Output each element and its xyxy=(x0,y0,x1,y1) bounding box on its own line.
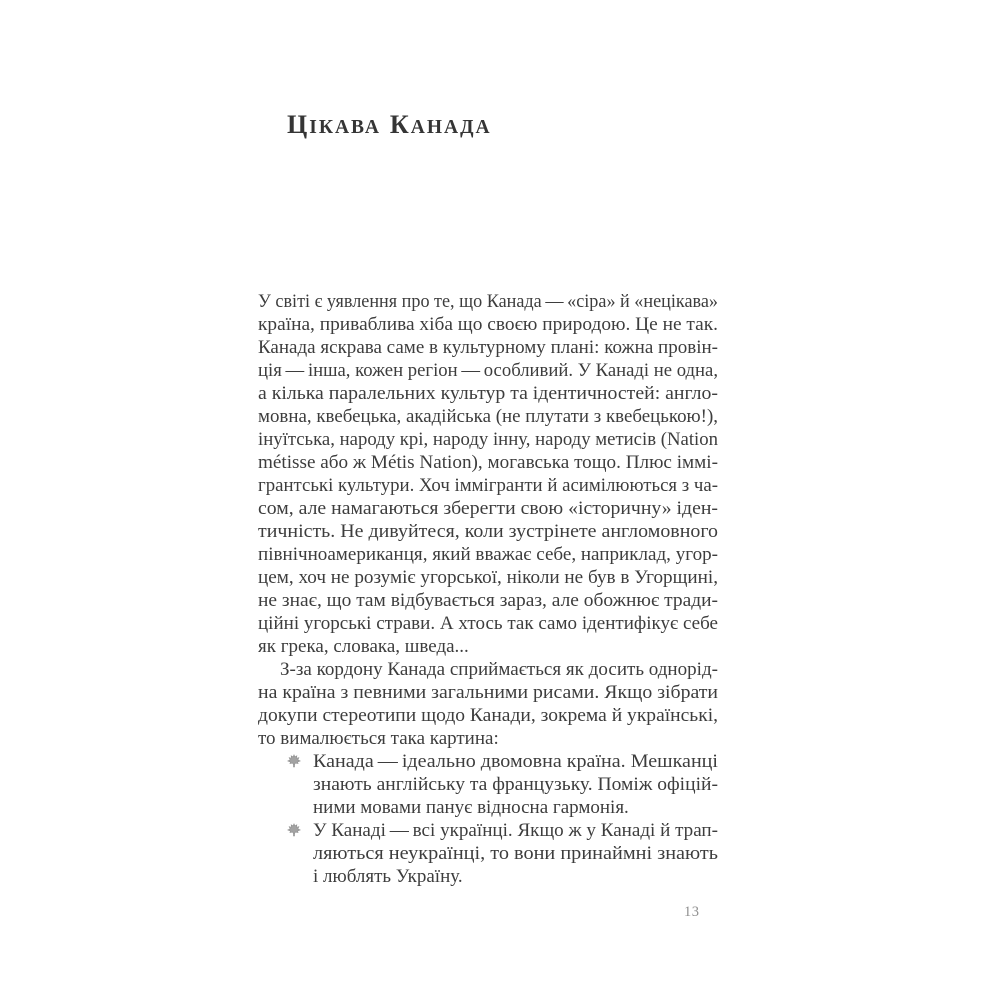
line-text: Канада — ідеально двомовна країна. Мешканці xyxy=(313,751,718,772)
chapter-title xyxy=(287,109,492,141)
line-text: ляються неукраїнці, то вони принаймні знають xyxy=(313,843,718,864)
text-line xyxy=(258,612,718,635)
text-line xyxy=(258,543,718,566)
text-line xyxy=(258,405,718,428)
line-text: тичність. Не дивуйтеся, коли зустрінете англомовного xyxy=(258,521,718,542)
line-text: ційні угорські страви. А хтось так само ідентифікує себе xyxy=(258,613,718,634)
bullet-line xyxy=(258,796,718,819)
text-line xyxy=(258,520,718,543)
text-line xyxy=(258,359,718,382)
line-text: У світі є уявлення про те, що Канада — «сіра» й «нецікава» xyxy=(258,291,718,312)
text-line xyxy=(258,382,718,405)
line-text: цем, хоч не розуміє угорської, ніколи не був в Угорщині, xyxy=(258,567,718,588)
line-text: У Канаді — всі українці. Якщо ж у Канаді й трап- xyxy=(313,820,718,841)
line-text: докупи стереотипи щодо Канади, зокрема й українські, xyxy=(258,705,718,726)
line-text: métisse або ж Métis Nation), могавська тощо. Плюс іммі- xyxy=(258,452,718,473)
bullet-line xyxy=(258,750,718,773)
title-initial: Ц xyxy=(287,110,310,139)
page-number: 13 xyxy=(684,904,700,920)
text-line xyxy=(258,727,718,750)
text-line xyxy=(258,566,718,589)
text-line xyxy=(258,336,718,359)
bullet-line xyxy=(258,773,718,796)
text-line xyxy=(258,290,718,313)
line-text: знають англійську та французьку. Поміж офіцій- xyxy=(313,774,718,795)
line-text: сом, але намагаються зберегти свою «історичну» іден- xyxy=(258,498,718,519)
text-line xyxy=(258,589,718,612)
line-text: грантські культури. Хоч іммігранти й асимілюються з ча- xyxy=(258,475,718,496)
text-line xyxy=(258,704,718,727)
text-line xyxy=(258,313,718,336)
bullet-line xyxy=(258,842,718,865)
line-text: Канада яскрава саме в культурному плані: кожна провін- xyxy=(258,337,718,358)
title-smallcaps: АНАДА xyxy=(410,117,492,138)
text-line xyxy=(258,635,718,658)
line-text: а кілька паралельних культур та ідентичностей: англо- xyxy=(258,383,718,404)
title-smallcaps: ІКАВА xyxy=(309,117,381,138)
line-text: не знає, що там відбувається зараз, але обожнює тради- xyxy=(258,590,718,611)
line-text: як грека, словака, шведа... xyxy=(258,636,469,657)
line-text: то вималюється така картина: xyxy=(258,728,499,749)
text-line xyxy=(258,658,718,681)
bullet-line xyxy=(258,865,718,888)
text-line xyxy=(258,497,718,520)
maple-leaf-icon xyxy=(287,823,301,837)
line-text: і люблять Україну. xyxy=(313,866,463,887)
text-block xyxy=(258,290,718,888)
line-text: ція — інша, кожен регіон — особливий. У Канаді не одна, xyxy=(258,360,718,381)
line-text: інуїтська, народу крі, народу інну, народу метисів (Nation xyxy=(258,429,718,450)
line-text: північноамериканця, який вважає себе, наприклад, угор- xyxy=(258,544,718,565)
line-text: мовна, квебецька, акадійська (не плутати з квебецькою!), xyxy=(258,406,718,427)
line-text: ними мовами панує відносна гармонія. xyxy=(313,797,629,818)
text-line xyxy=(258,428,718,451)
bullet-line xyxy=(258,819,718,842)
text-line xyxy=(258,474,718,497)
line-text: З-за кордону Канада сприймається як досить однорід- xyxy=(280,659,718,680)
maple-leaf-icon xyxy=(287,754,301,768)
text-line xyxy=(258,681,718,704)
text-line xyxy=(258,451,718,474)
line-text: на країна з певними загальними рисами. Якщо зібрати xyxy=(258,682,718,703)
title-initial: К xyxy=(389,110,411,139)
line-text: країна, приваблива хіба що своєю природою. Це не так. xyxy=(258,314,718,335)
